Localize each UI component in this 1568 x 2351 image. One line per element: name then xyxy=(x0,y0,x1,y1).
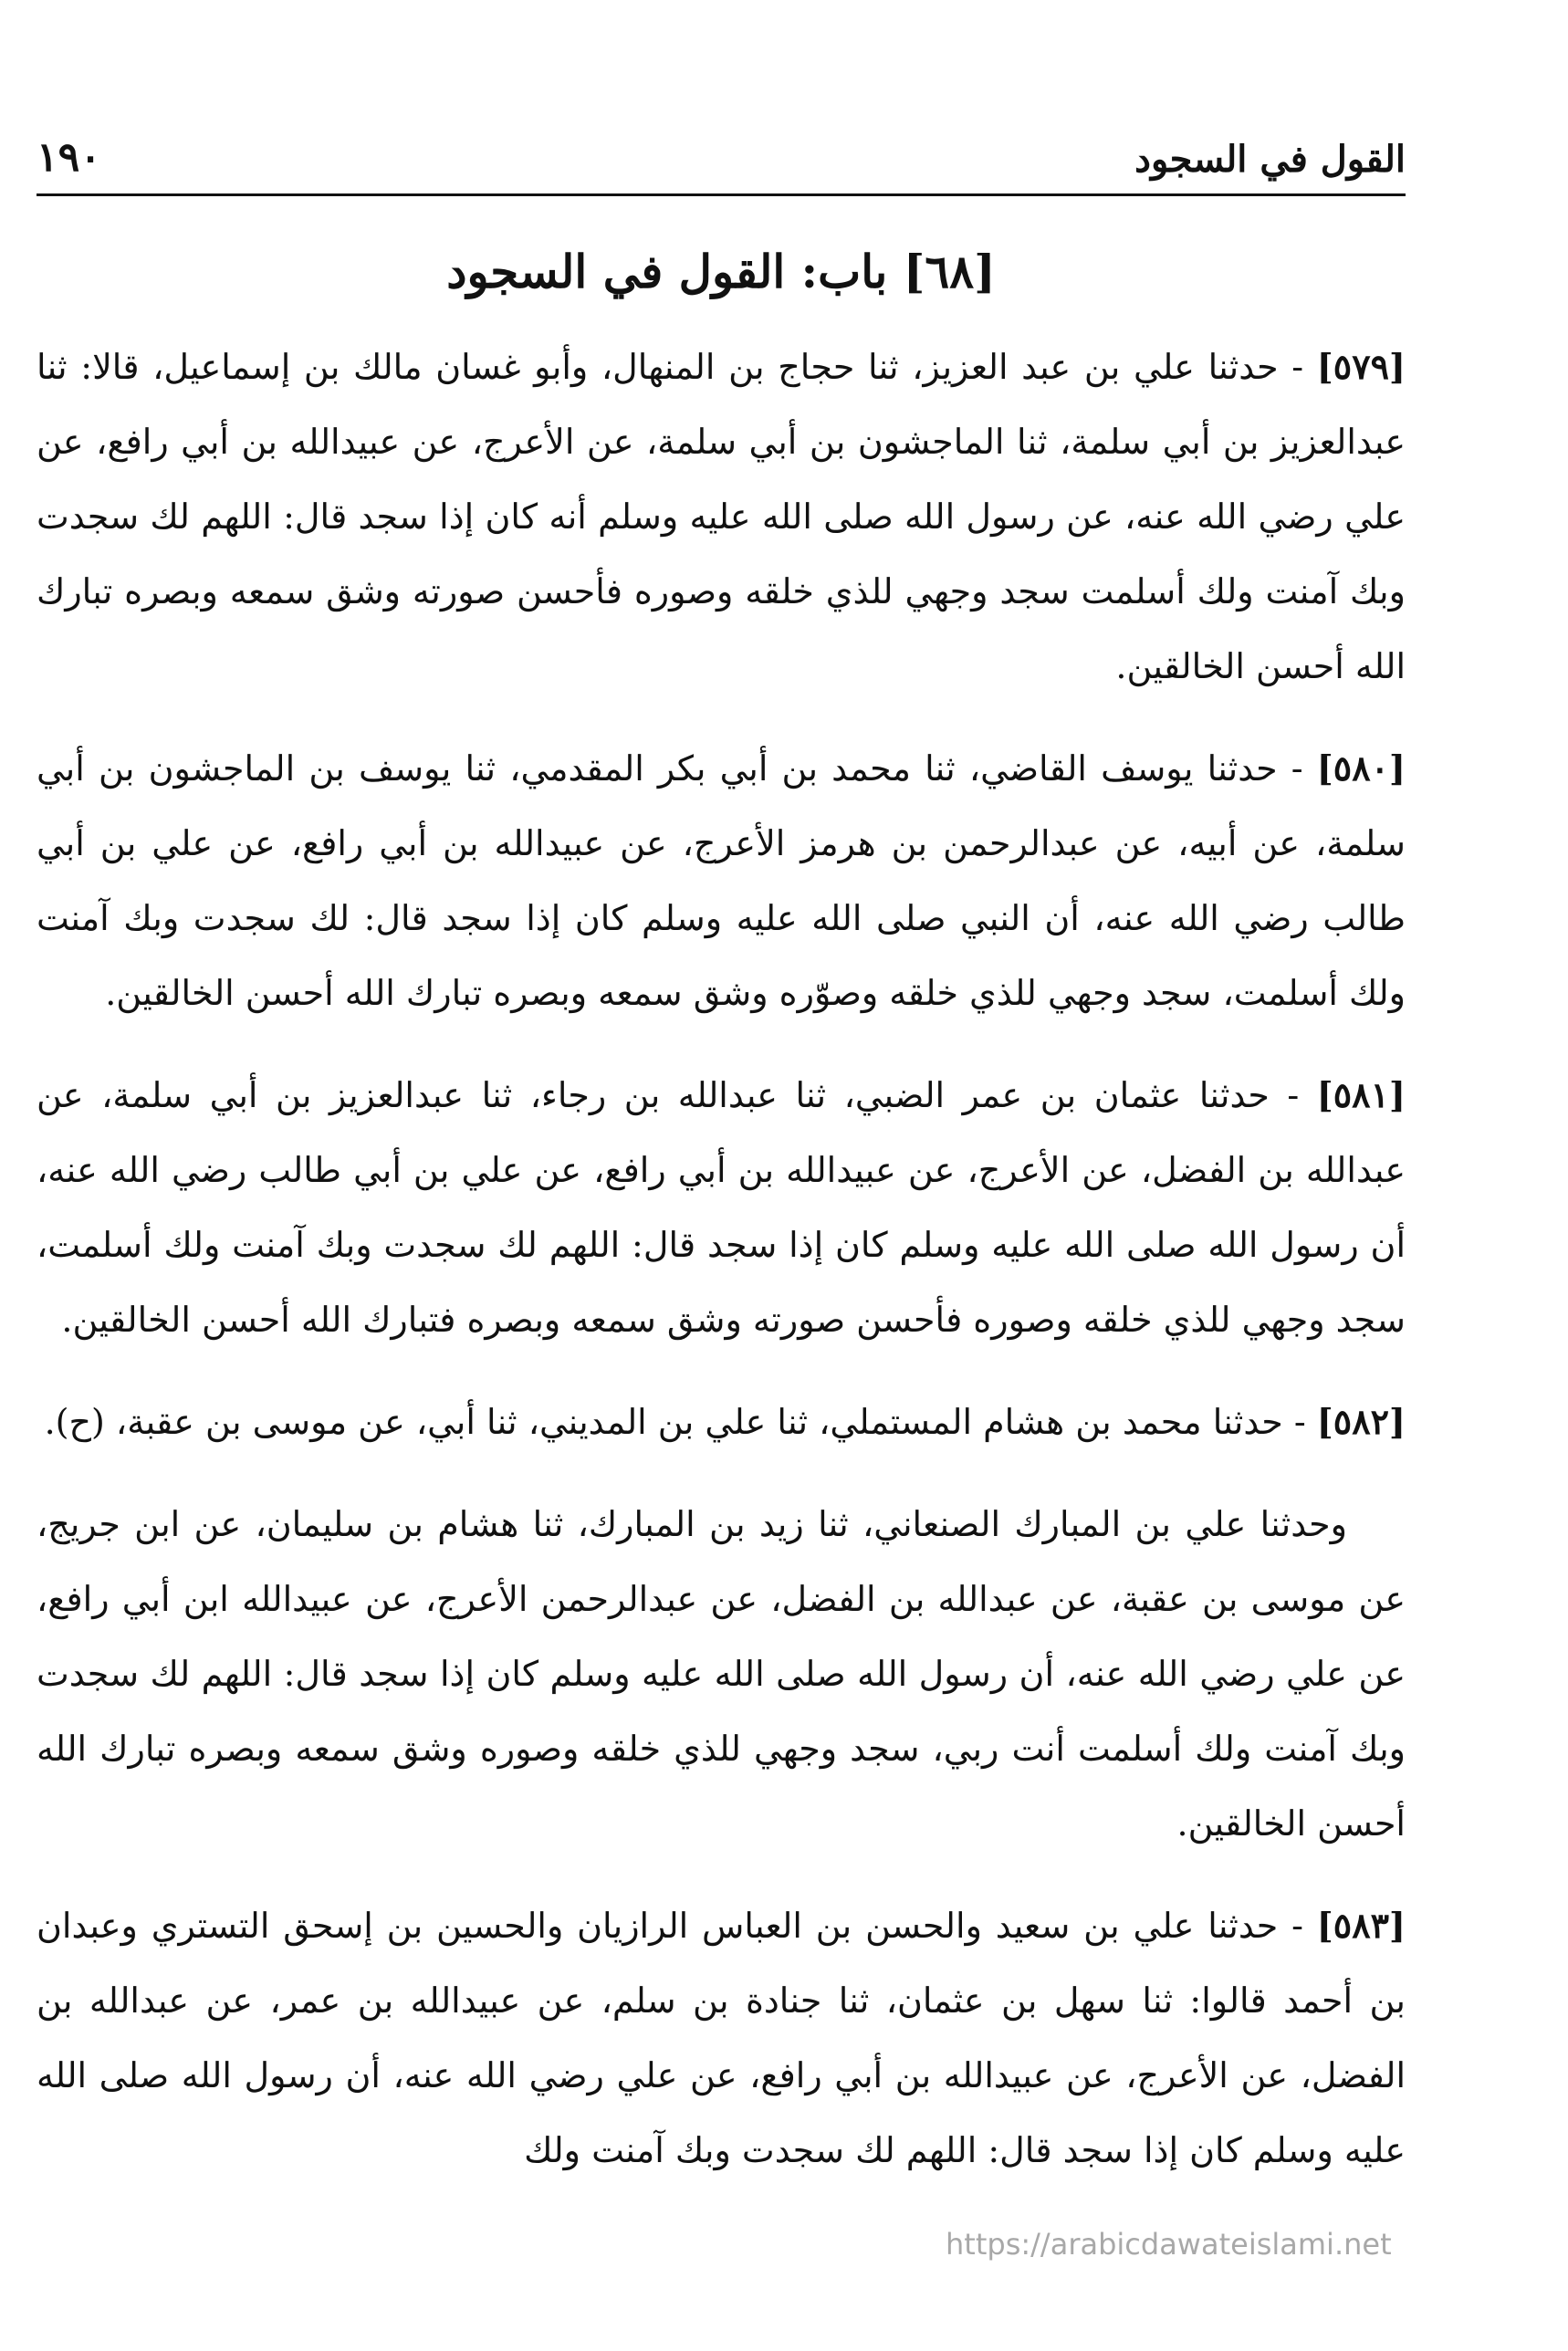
hadith-number: [٥٨٢] xyxy=(1316,1401,1406,1442)
hadith-text: - حدثنا محمد بن هشام المستملي، ثنا علي بن المديني، ثنا أبي، عن موسى بن عقبة، (ح). xyxy=(44,1402,1306,1442)
hadith-582-continuation xyxy=(37,1487,1406,1861)
hadith-583 xyxy=(37,1888,1406,2188)
hadith-579 xyxy=(37,329,1406,704)
hadith-number: [٥٨١] xyxy=(1316,1074,1406,1115)
hadith-number: [٥٧٩] xyxy=(1316,346,1406,387)
hadith-580 xyxy=(37,731,1406,1030)
page-number: ١٩٠ xyxy=(37,134,101,181)
running-header-title: القول في السجود xyxy=(1134,138,1406,181)
hadith-number: [٥٨٣] xyxy=(1316,1905,1406,1946)
hadith-text: - حدثنا عثمان بن عمر الضبي، ثنا عبدالله بن رجاء، ثنا عبدالعزيز بن أبي سلمة، عن عبدالله بن الفضل، عن الأعرج، عن عبيدالله بن أبي رافع، عن علي بن أبي طالب رضي الله عنه، أن رسول الله صلى الله عليه وسلم كان إذا سجد قال: اللهم لك سجدت وبك آمنت ولك أسلمت، سجد وجهي للذي خلقه وصوره فأحسن صورته وشق سمعه وبصره فتبارك الله أحسن الخالقين. xyxy=(37,1075,1406,1340)
hadith-number: [٥٨٠] xyxy=(1316,747,1406,789)
hadith-text: - حدثنا علي بن عبد العزيز، ثنا حجاج بن المنهال، وأبو غسان مالك بن إسماعيل، قالا: ثنا عبدالعزيز بن أبي سلمة، ثنا الماجشون بن أبي سلمة، عن الأعرج، عن عبيدالله بن أبي رافع، عن علي رضي الله عنه، عن رسول الله صلى الله عليه وسلم أنه كان إذا سجد قال: اللهم لك سجدت وبك آمنت ولك أسلمت سجد وجهي للذي خلقه وصوره فأحسن صورته وشق سمعه وبصره تبارك الله أحسن الخالقين. xyxy=(37,347,1406,686)
running-header xyxy=(37,126,1406,188)
hadith-text: - حدثنا يوسف القاضي، ثنا محمد بن أبي بكر المقدمي، ثنا يوسف بن الماجشون بن أبي سلمة، عن أبيه، عن عبدالرحمن بن هرمز الأعرج، عن عبيدالله بن أبي رافع، عن علي بن أبي طالب رضي الله عنه، أن النبي صلى الله عليه وسلم كان إذا سجد قال: لك سجدت وبك آمنت ولك أسلمت، سجد وجهي للذي خلقه وصوّره وشق سمعه وبصره تبارك الله أحسن الخالقين. xyxy=(37,748,1406,1013)
hadith-582 xyxy=(37,1384,1406,1459)
hadith-581 xyxy=(37,1058,1406,1357)
page-content xyxy=(37,245,1406,2215)
chapter-title: [٦٨] باب: القول في السجود xyxy=(446,245,996,298)
hadith-text: وحدثنا علي بن المبارك الصنعاني، ثنا زيد بن المبارك، ثنا هشام بن سليمان، عن ابن جريج، عن موسى بن عقبة، عن عبدالله بن الفضل، عن عبدالرحمن الأعرج، عن عبيدالله ابن أبي رافع، عن علي رضي الله عنه، أن رسول الله صلى الله عليه وسلم كان إذا سجد قال: اللهم لك سجدت وبك آمنت ولك أسلمت أنت ربي، سجد وجهي للذي خلقه وصوره وشق سمعه وبصره تبارك الله أحسن الخالقين. xyxy=(37,1504,1406,1844)
header-divider xyxy=(37,193,1406,196)
watermark: https://arabicdawateislami.net xyxy=(946,2227,1392,2262)
hadith-text: - حدثنا علي بن سعيد والحسن بن العباس الرازيان والحسين بن إسحق التستري وعبدان بن أحمد قالوا: ثنا سهل بن عثمان، ثنا جنادة بن سلم، عن عبيدالله بن عمر، عن عبدالله بن الفضل، عن الأعرج، عن عبيدالله بن أبي رافع، عن علي رضي الله عنه، أن رسول الله صلى الله عليه وسلم كان إذا سجد قال: اللهم لك سجدت وبك آمنت ولك xyxy=(37,1906,1406,2170)
